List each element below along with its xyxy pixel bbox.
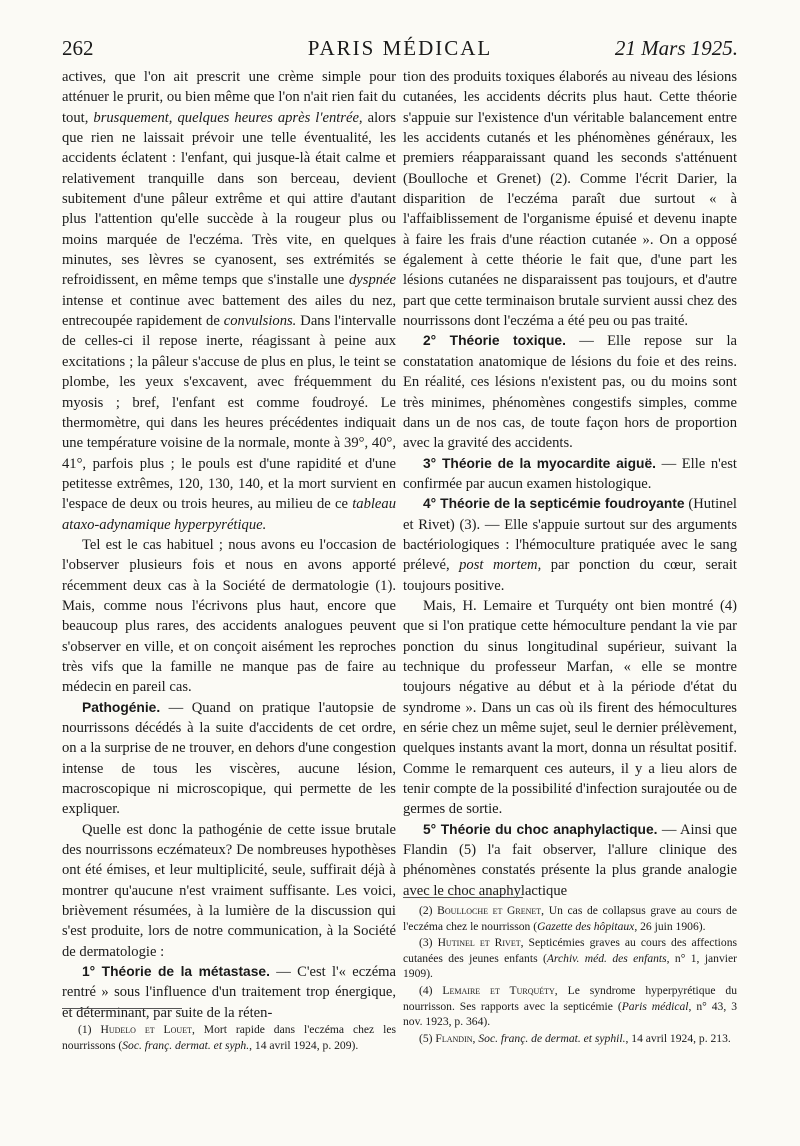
section-heading: 3° Théorie de la myocardite aiguë. xyxy=(423,455,656,471)
section-heading: 5° Théorie du choc anaphylactique. xyxy=(423,821,658,837)
footnote-5: (5) Flandin, Soc. franç. de dermat. et syphil., 14 avril 1924, p. 213. xyxy=(419,1031,731,1045)
paragraph-pathogenie: Pathogénie. — Quand on pratique l'autopsie de nourrissons décédés à la suite d'accidents de cet ordre, on a la surprise de ne trouver, en dehors d'une congestion intense de tous les viscères, aucune lésion, macroscopique ni microscopique, qui permette de les expliquer. xyxy=(62,699,396,818)
footnote-divider xyxy=(62,1008,182,1009)
footnote-3: (3) Hutinel et Rivet, Septicémies graves au cours des affections cutanées des jeunes enfants (Archiv. méd. des enfants, n° 1, janvier 1909). xyxy=(403,936,738,981)
paragraph-theory-2: 2° Théorie toxique. — Elle repose sur la constatation anatomique de lésions du foie et des reins. En réalité, ces lésions n'existent pas, ou du moins sont très minimes, phénomènes congestifs simples, comme dans un de nos cas, de toute façon hors de proportion avec la gravité des accidents. xyxy=(403,333,737,452)
paragraph: tion des produits toxiques élaborés au niveau des lésions cutanées, les accidents décrits plus haut. Cette théorie s'appuie sur l'existence d'un véritable balancement entre les accidents cutanés et les phénomènes généraux, les premiers réapparaissant quand les seconds s'atténuent (Boulloche et Grenet) (2). Comme l'écrit Darier, la disparition de l'eczéma paraît due surtout « à l'affaiblissement de l'organisme épuisé et devenu inapte à faire les frais d'une réaction cutanée ». On a opposé également à cette théorie le fait que, d'une part les lésions cutanées ne disparaissent pas toujours, et d'autre part que cette terminaison brutale survient aussi chez des nourrissons dont l'eczéma a été peu ou pas traité. xyxy=(403,69,737,330)
page-number: 262 xyxy=(62,36,94,60)
section-heading: 2° Théorie toxique. xyxy=(423,333,566,349)
paragraph: actives, que l'on ait prescrit une crème simple pour atténuer le prurit, ou bien même que l'on n'ait rien fait du tout, brusquement, quelques heures après l'entrée, alors que rien ne laissait prévoir une telle éventualité, les accidents éclatent : l'enfant, qui jusque-là était calme et relativement tranquille dans son berceau, devient subitement d'une pâleur extrême et qui attire d'autant plus l'attention qu'elle succède à la rougeur plus ou moins marquée de l'eczéma. Très vite, en quelques minutes, ses lèvres se cyanosent, ses extrémités se refroidissent, en même temps que s'installe une dyspnée intense et continue avec battement des ailes du nez, entrecoupée rapidement de convulsions. Dans l'intervalle de celles-ci il repose inerte, réagissant à peine aux excitations ; la pâleur s'accuse de plus en plus, le teint se plombe, les yeux s'excavent, avec fréquemment du myosis ; bref, l'enfant est comme foudroyé. Le thermomètre, qui dans les heures précédentes indiquait une température voisine de la normale, monte à 39°, 40°, 41°, parfois plus ; le pouls est d'une rapidité et d'une petitesse extrêmes, 120, 130, 140, et la mort survient en l'espace de deux ou trois heures, au milieu de ce tableau ataxo-adynamique hyperpyrétique. xyxy=(62,69,397,533)
right-column xyxy=(403,67,737,901)
paragraph: Tel est le cas habituel ; nous avons eu l'occasion de l'observer plusieurs fois et nous en avons apporté récemment deux cas à la Société de dermatologie (1). Mais, comme nous l'écrivons plus haut, encore que beaucoup plus rares, des accidents analogues peuvent s'observer en ville, et on conçoit aisément les reproches très vifs que la famille ne manque pas de faire au médecin en pareil cas. xyxy=(62,536,396,696)
footnotes-right xyxy=(403,903,737,1047)
footnote-1: (1) Hudelo et Louet, Mort rapide dans l'eczéma chez les nourrissons (Soc. franç. dermat. et syph., 14 avril 1924, p. 209). xyxy=(62,1023,397,1052)
footnote-2: (2) Boulloche et Grenet, Un cas de collapsus grave au cours de l'eczéma chez le nourrisson (Gazette des hôpitaux, 26 juin 1906). xyxy=(403,904,737,933)
paragraph-theory-1: 1° Théorie de la métastase. — C'est l'« eczéma rentré » sous l'influence d'un traitement trop énergique, et déterminant, par suite de la réten- xyxy=(62,964,396,1021)
journal-title: PARIS MÉDICAL xyxy=(307,36,493,60)
paragraph: Mais, H. Lemaire et Turquéty ont bien montré (4) que si l'on pratique cette hémoculture pendant la vie par ponction du sinus longitudinal supérieur, suivant la technique du professeur Marfan, « elle se montre toujours négative au début et à la période d'état du syndrome ». Dans un cas où ils firent des hémocultures en série chez un même sujet, seul le dernier prélèvement, quelques instants avant la mort, donna un résultat positif. Comme le remarquent ces auteurs, il y a lieu alors de tenir compte de la possibilité d'infection surajoutée ou de germes de sortie. xyxy=(403,597,737,818)
running-header xyxy=(62,36,738,62)
section-heading: 1° Théorie de la métastase. xyxy=(82,964,270,980)
footnote-4: (4) Lemaire et Turquéty, Le syndrome hyperpyrétique du nourrisson. Ses rapports avec la septicémie (Paris médical, n° 43, 3 nov. 1923, p. 364). xyxy=(403,983,738,1029)
left-column xyxy=(62,67,396,1023)
paragraph-theory-4: 4° Théorie de la septicémie foudroyante (Hutinel et Rivet) (3). — Elle s'appuie surtout sur des arguments bactériologiques : l'hémoculture pratiquée avec le sang prélevé, post mortem, par ponction du cœur, serait toujours positive. xyxy=(403,496,737,594)
section-heading: Pathogénie. xyxy=(82,699,161,715)
paragraph-theory-3: 3° Théorie de la myocardite aiguë. — Elle n'est confirmée par aucun examen histologique. xyxy=(403,455,737,492)
footnotes-left xyxy=(62,1022,396,1054)
section-heading: 4° Théorie de la septicémie foudroyante xyxy=(423,496,685,512)
footnote-divider xyxy=(403,897,523,898)
paragraph-theory-5: 5° Théorie du choc anaphylactique. — Ainsi que Flandin (5) l'a fait observer, l'allure clinique des phénomènes constatés présente la plus grande analogie avec le choc anaphylactique xyxy=(403,821,738,899)
issue-date: 21 Mars 1925. xyxy=(614,36,738,60)
paragraph: Quelle est donc la pathogénie de cette issue brutale des nourrissons eczémateux? De nombreuses hypothèses ont été émises, et leur multiplicité, seule, suffirait déjà à montrer qu'aucune n'est vraiment suffisante. Les voici, brièvement résumées, à la lumière de la discussion qui s'est produite, lors de notre communication, à la Société de dermatologie : xyxy=(62,821,396,960)
